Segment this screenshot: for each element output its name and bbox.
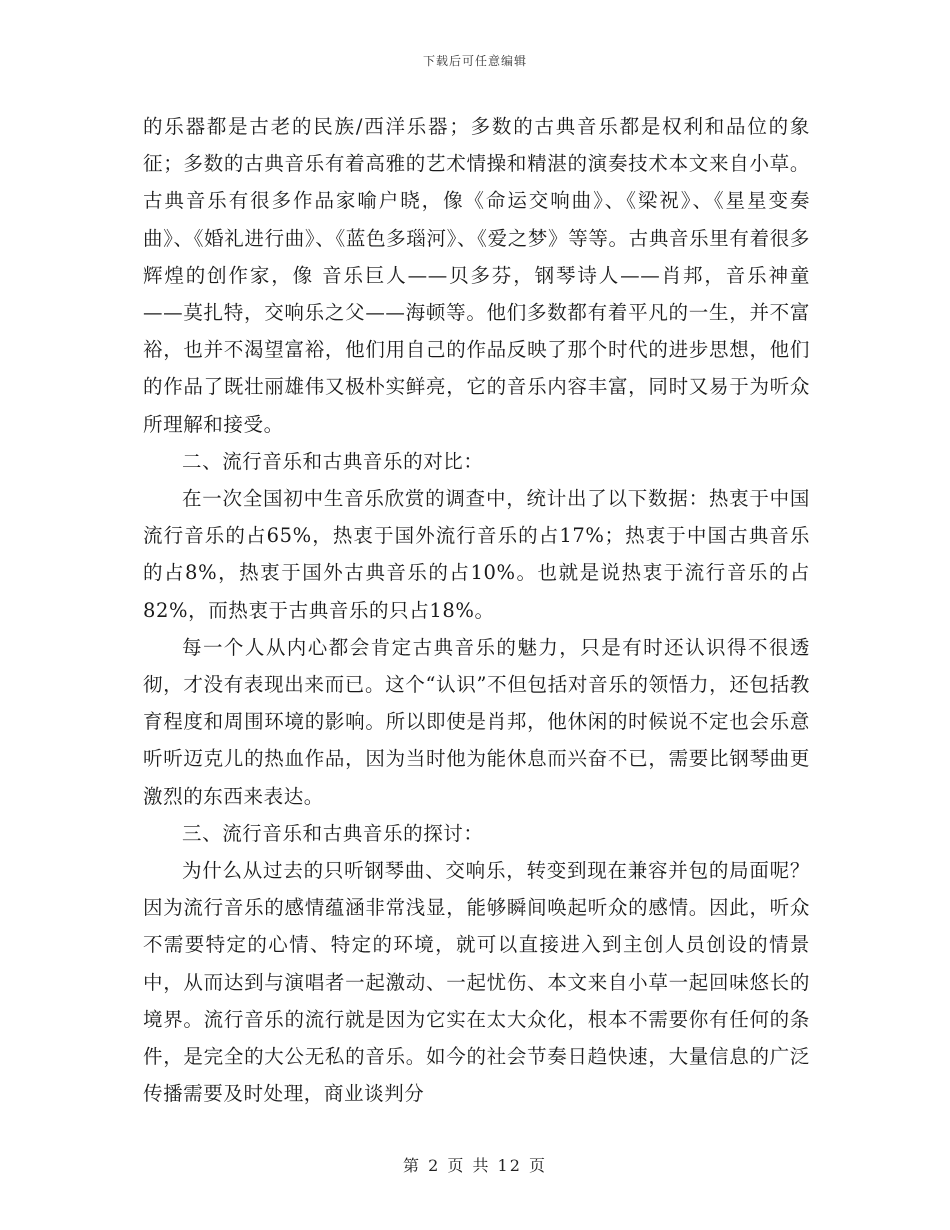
section-heading-discussion: 三、流行音乐和古典音乐的探讨： [182, 821, 484, 845]
paragraph-popular-music-reason: 为什么从过去的只听钢琴曲、交响乐，转变到现在兼容并包的局面呢？因为流行音乐的感情蕴涵非常浅显，能够瞬间唤起听众的感情。因此，听众不需要特定的心情、特定的环境，就可以直接进入到主创人员创设的情景中，从而达到与演唱者一起激动、一起忧伤、本文来自小草一起回味悠长的境界。流行音乐的流行就是因为它实在太大众化，根本不需要你有任何的条件，是完全的大公无私的音乐。如今的社会节奏日趋快速，大量信息的广泛传播需要及时处理，商业谈判分 [143, 859, 810, 1106]
page-number-footer: 第 2 页 共 12 页 [403, 1156, 547, 1175]
document-body [143, 108, 810, 1112]
page-header: 下载后可任意编辑 [422, 54, 527, 68]
section-heading-comparison: 二、流行音乐和古典音乐的对比： [182, 449, 484, 473]
paragraph-survey-data: 在一次全国初中生音乐欣赏的调查中，统计出了以下数据：热衷于中国流行音乐的占65%，热衷于国外流行音乐的占17%；热衷于中国古典音乐的占8%，热衷于国外古典音乐的占10%。也就是说热衷于流行音乐的占82%，而热衷于古典音乐的只占18%。 [143, 487, 810, 622]
paragraph-charm-of-classical: 每一个人从内心都会肯定古典音乐的魅力，只是有时还认识得不很透彻，才没有表现出来而已。这个“认识”不但包括对音乐的领悟力，还包括教育程度和周围环境的影响。所以即使是肖邦，他休闲的时候说不定也会乐意听听迈克儿的热血作品，因为当时他为能休息而兴奋不已，需要比钢琴曲更激烈的东西来表达。 [143, 635, 810, 808]
paragraph-classical-music: 的乐器都是古老的民族/西洋乐器；多数的古典音乐都是权利和品位的象征；多数的古典音乐有着高雅的艺术情操和精湛的演奏技术本文来自小草。古典音乐有很多作品家喻户晓，像《命运交响曲》、《梁祝》、《星星变奏曲》、《婚礼进行曲》、《蓝色多瑙河》、《爱之梦》等等。古典音乐里有着很多辉煌的创作家，像 音乐巨人——贝多芬，钢琴诗人——肖邦，音乐神童——莫扎特，交响乐之父——海顿等。他们多数都有着平凡的一生，并不富裕，也并不渴望富裕，他们用自己的作品反映了那个时代的进步思想，他们的作品了既壮丽雄伟又极朴实鲜亮，它的音乐内容丰富，同时又易于为听众所理解和接受。 [143, 115, 810, 436]
